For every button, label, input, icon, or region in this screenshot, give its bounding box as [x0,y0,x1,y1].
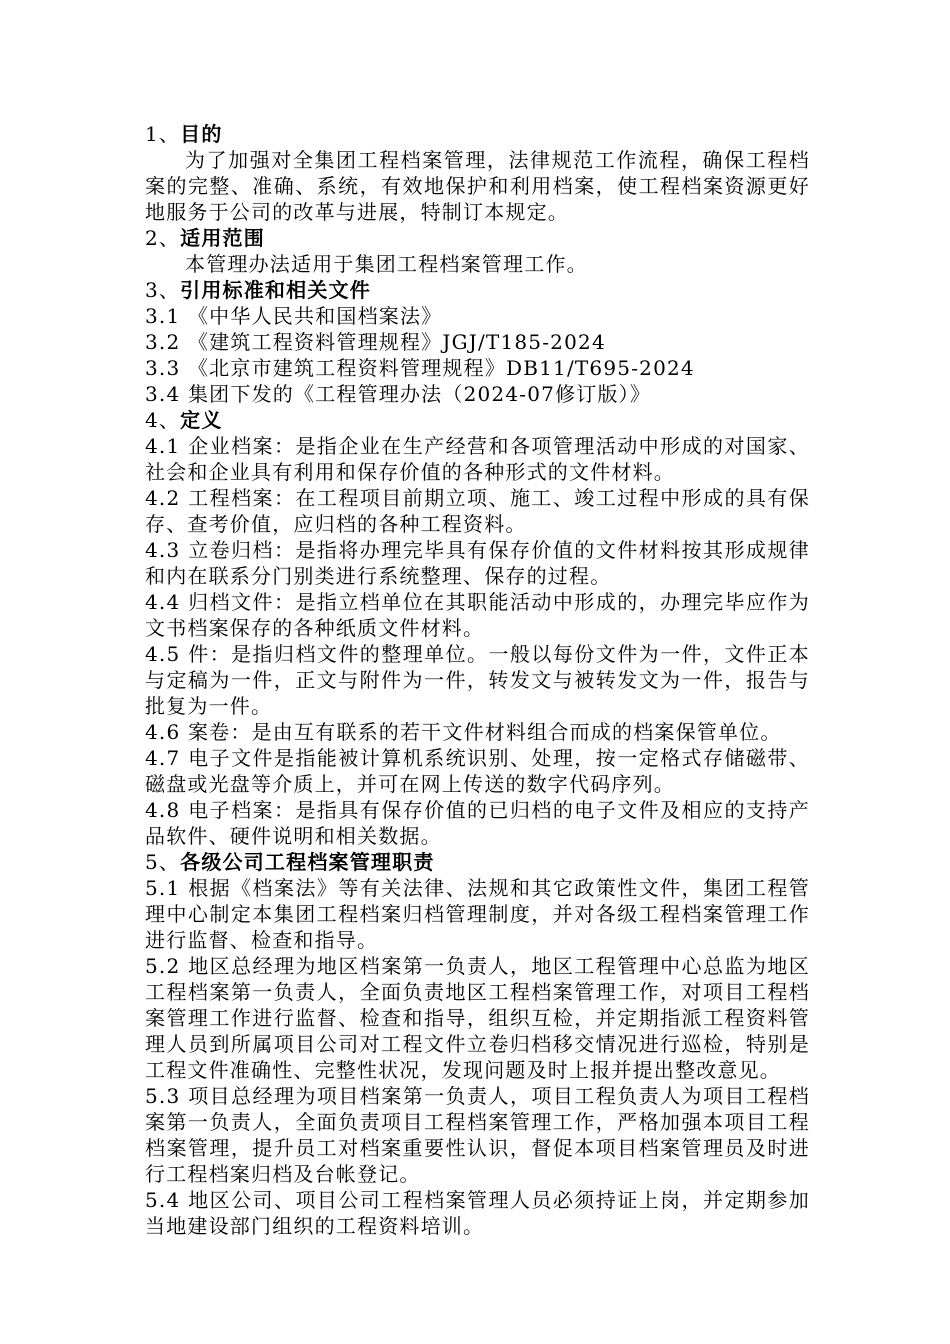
paragraph: 为了加强对全集团工程档案管理，法律规范工作流程，确保工程档案的完整、准确、系统，有效地保护和利用档案，使工程档案资源更好地服务于公司的改革与进展，特制订本规定。 [145,148,810,224]
reference-item: 3.1 《中华人民共和国档案法》 [145,304,443,328]
section-title: 目的 [180,122,223,146]
responsibility-item: 5.2 地区总经理为地区档案第一负责人，地区工程管理中心总监为地区工程档案第一负责人，全面负责地区工程档案管理工作，对项目工程档案管理工作进行监督、检查和指导，组织互检，并定期指派工程资料管理人员到所属项目公司对工程文件立卷归档移交情况进行巡检，特别是工程文件准确性、完整性状况，发现问题及时上报并提出整改意见。 [145,954,810,1082]
reference-item: 3.4 集团下发的《工程管理办法（2024-07修订版）》 [145,382,652,406]
section-heading [145,407,810,433]
definition-item: 4.8 电子档案：是指具有保存价值的已归档的电子文件及相应的支持产品软件、硬件说明和相关数据。 [145,798,810,848]
definition-item: 4.5 件：是指归档文件的整理单位。一般以每份文件为一件，文件正本与定稿为一件，正文与附件为一件，转发文与被转发文为一件，报告与批复为一件。 [145,642,810,718]
paragraph: 本管理办法适用于集团工程档案管理工作。 [185,252,588,276]
section-heading [145,277,810,303]
responsibility-item: 5.4 地区公司、项目公司工程档案管理人员必须持证上岗，并定期参加当地建设部门组织的工程资料培训。 [145,1188,810,1238]
section-title: 引用标准和相关文件 [180,278,371,302]
definition-item: 4.6 案卷：是由互有联系的若干文件材料组合而成的档案保管单位。 [145,720,782,744]
definition-item: 4.7 电子文件是指能被计算机系统识别、处理，按一定格式存储磁带、磁盘或光盘等介质上，并可在网上传送的数字代码序列。 [145,746,810,796]
definition-item: 4.2 工程档案：在工程项目前期立项、施工、竣工过程中形成的具有保存、查考价值，应归档的各种工程资料。 [145,486,810,536]
reference-item: 3.2 《建筑工程资料管理规程》JGJ/T185-2024 [145,330,606,354]
responsibility-item: 5.3 项目总经理为项目档案第一负责人，项目工程负责人为项目工程档案第一负责人，全面负责项目工程档案管理工作，严格加强本项目工程档案管理，提升员工对档案重要性认识，督促本项目档案管理员及时进行工程档案归档及台帐登记。 [145,1084,810,1186]
definition-item: 4.4 归档文件：是指立档单位在其职能活动中形成的，办理完毕应作为文书档案保存的各种纸质文件材料。 [145,590,810,640]
document-page [145,121,810,1239]
section-title: 定义 [180,408,223,432]
definition-item: 4.1 企业档案：是指企业在生产经营和各项管理活动中形成的对国家、社会和企业具有利用和保存价值的各种形式的文件材料。 [145,434,810,484]
section-heading [145,121,810,147]
section-title: 适用范围 [180,226,265,250]
section-number: 2、 [145,226,181,250]
section-title: 各级公司工程档案管理职责 [180,850,435,874]
section-heading [145,849,810,875]
definition-item: 4.3 立卷归档：是指将办理完毕具有保存价值的文件材料按其形成规律和内在联系分门别类进行系统整理、保存的过程。 [145,538,810,588]
section-number: 1、 [145,122,181,146]
section-number: 4、 [145,408,181,432]
reference-item: 3.3 《北京市建筑工程资料管理规程》DB11/T695-2024 [145,356,695,380]
responsibility-item: 5.1 根据《档案法》等有关法律、法规和其它政策性文件，集团工程管理中心制定本集团工程档案归档管理制度，并对各级工程档案管理工作进行监督、检查和指导。 [145,876,810,952]
section-number: 3、 [145,278,181,302]
section-number: 5、 [145,850,181,874]
section-heading [145,225,810,251]
